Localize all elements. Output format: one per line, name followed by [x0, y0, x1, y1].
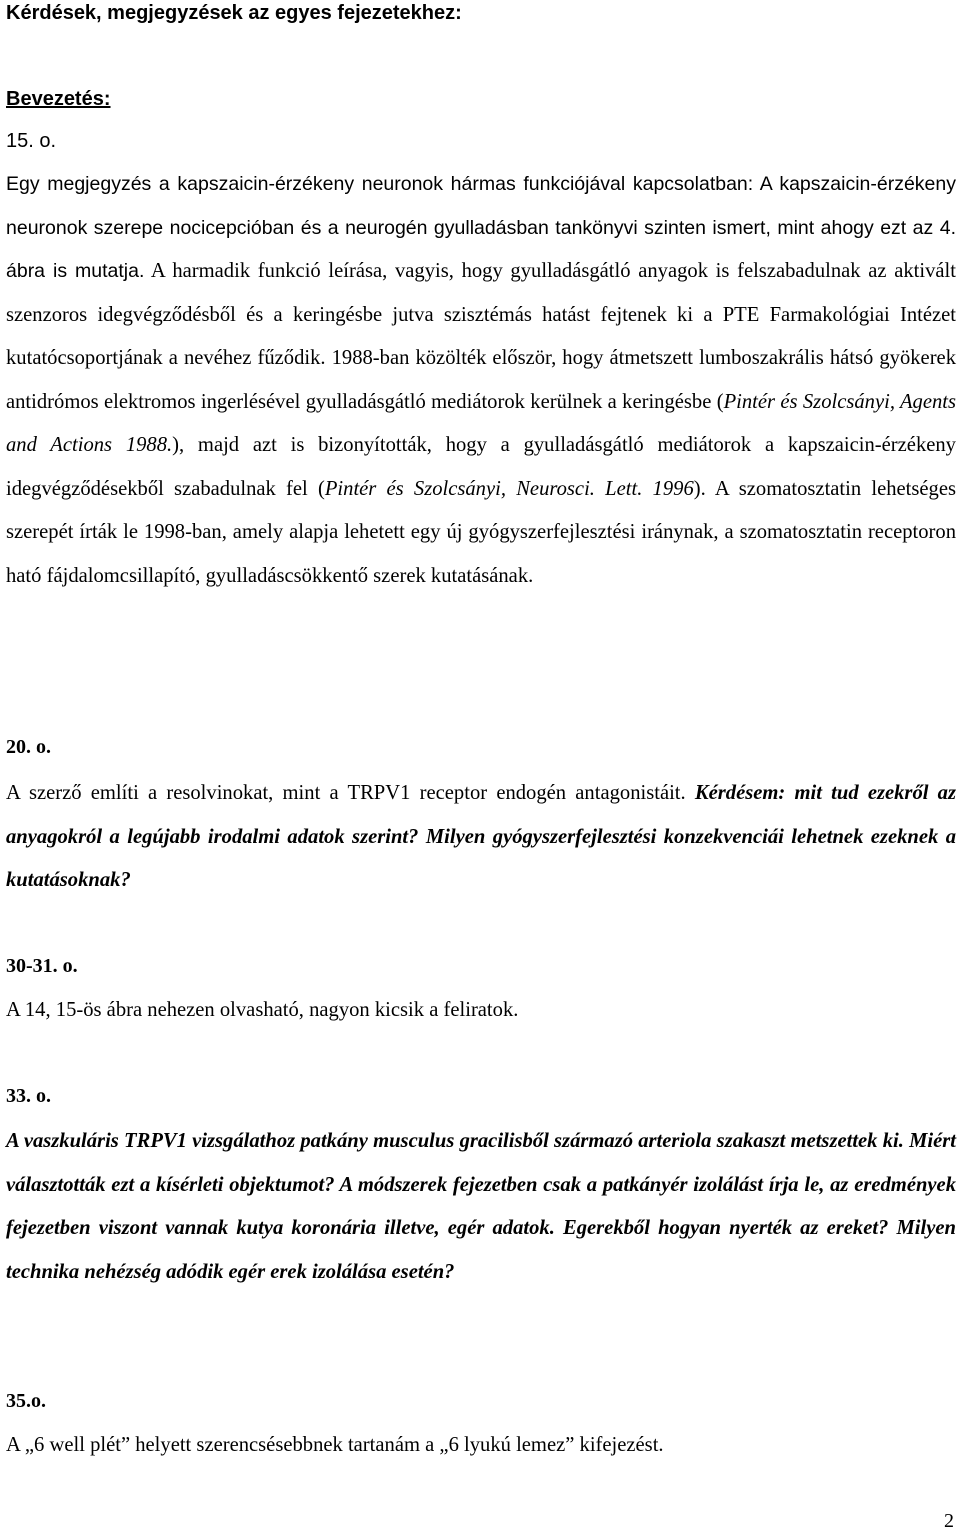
document-heading: Kérdések, megjegyzések az egyes fejezetekhez: [6, 2, 462, 24]
section-page-ref: 33. o. [6, 1085, 51, 1107]
paragraph-part: A szerző említi a resolvinokat, mint a TRPV1 receptor endogén antagonistáit. [6, 782, 695, 804]
paragraph-intro [6, 163, 956, 598]
paragraph-figures [6, 989, 956, 1033]
citation: Pintér és Szolcsányi, Agents and Actions 1988. [6, 390, 956, 456]
section-page-ref: 30-31. o. [6, 955, 78, 977]
paragraph-part: ), majd azt is bizonyították, hogy a gyulladásgátló mediátorok a kapszaicin-érzékeny idegvégződésekből szabadulnak fel ( [6, 434, 956, 500]
paragraph-part: A „6 well plét” helyett szerencsésebbnek tartanám a „6 lyukú lemez” kifejezést. [6, 1434, 664, 1456]
question-text: Kérdésem: mit tud ezekről az anyagokról a legújabb irodalmi adatok szerint? Milyen gyógyszerfejlesztési konzekvenciái lehetnek ezeknek a kutatásoknak? [6, 782, 956, 891]
paragraph-sans-part: Egy megjegyzés a kapszaicin-érzékeny neuronok hármas funkciójával kapcsolatban: A kapszaicin-érzékeny neuronok szerepe nocicepcióban és a neurogén gyulladásban tankönyvi szinten ismert, mint ahogy ezt az 4. ábra is mutatja. [6, 173, 956, 282]
paragraph-resolvins [6, 772, 956, 903]
intro-heading-text: Bevezetés: [6, 88, 111, 110]
question-text: A vaszkuláris TRPV1 vizsgálathoz patkány musculus gracilisből származó arteriola szakaszt metszettek ki. Miért választották ezt a kísérleti objektumot? A módszerek fejezetben csak a patkányér izolálást írja le, az eredmények fejezetben viszont vannak kutya koronária illetve, egér adatok. Egerekből hogyan nyerték az ereket? Milyen technika nehézség adódik egér erek izolálása esetén? [6, 1130, 956, 1283]
section-page-ref: 15. o. [6, 130, 57, 152]
section-page-ref: 20. o. [6, 736, 51, 758]
paragraph-vascular [6, 1120, 956, 1294]
citation: Pintér és Szolcsányi, Neurosci. Lett. 1996 [324, 477, 694, 500]
paragraph-part: ). A szomatosztatin lehetséges szerepét írták le 1998-ban, amely alapja lehetett egy új gyógyszerfejlesztési iránynak, a szomatosztatin receptoron ható fájdalomcsillapító, gyulladáscsökkentő szerek kutatásának. [6, 477, 957, 587]
intro-heading [6, 88, 111, 111]
page-number: 2 [944, 1510, 954, 1532]
paragraph-part: A harmadik funkció leírása, vagyis, hogy gyulladásgátló anyagok is felszabadulnak az aktivált szenzoros idegvégződésből és a keringésbe jutva szisztémás hatást fejtenek ki a PTE Farmakológiai Intézet kutatócsoportjának a nevéhez fűződik. 1988-ban közölték először, hogy átmetszett lumboszakrális hátsó gyökerek antidrómos elektromos ingerlésével gyulladásgátló mediátorok kerülnek a keringésbe ( [6, 260, 957, 413]
paragraph-wellplate [6, 1424, 956, 1468]
section-page-ref: 35.o. [6, 1390, 46, 1412]
paragraph-part: A 14, 15-ös ábra nehezen olvasható, nagyon kicsik a feliratok. [6, 999, 519, 1021]
